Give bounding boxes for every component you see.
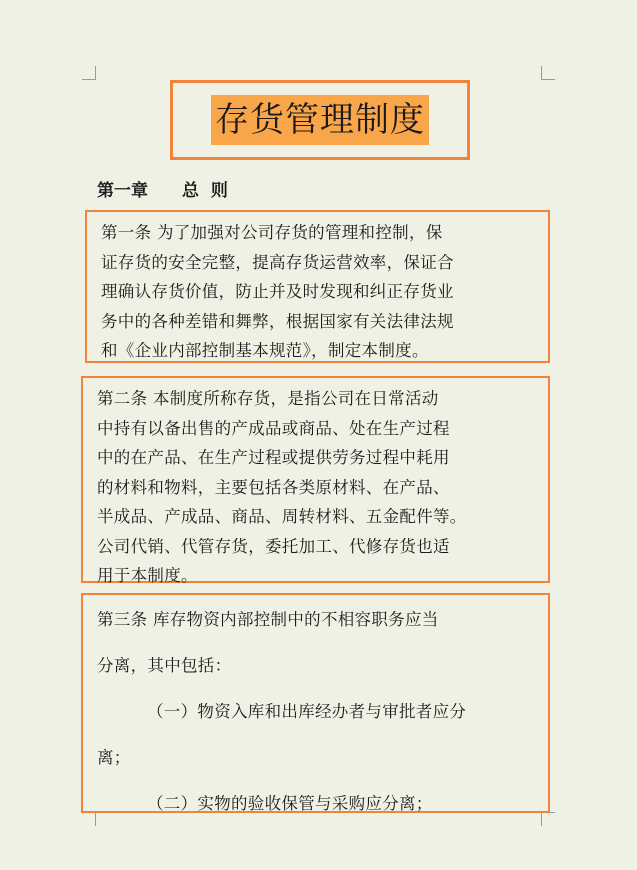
corner-mark-bottom-right xyxy=(541,812,555,826)
article-2-line: 第二条 本制度所称存货，是指公司在日常活动 xyxy=(97,389,439,408)
article-1-line: 第一条 为了加强对公司存货的管理和控制，保 xyxy=(101,223,443,242)
article-2-line: 半成品、产成品、商品、周转材料、五金配件等。 xyxy=(97,507,467,526)
corner-mark-bottom-left xyxy=(82,812,96,826)
title-box xyxy=(170,80,470,160)
article-1-line: 证存货的安全完整，提高存货运营效率，保证合 xyxy=(101,252,454,272)
article-3-item-1-cont: 离； xyxy=(97,748,131,767)
article-1-line: 务中的各种差错和舞弊，根据国家有关法律法规 xyxy=(101,311,454,331)
corner-mark-top-left xyxy=(82,66,96,80)
article-2-line: 中持有以备出售的产成品或商品、处在生产过程 xyxy=(97,418,450,438)
article-3-line: 第三条 库存物资内部控制中的不相容职务应当 xyxy=(97,610,439,629)
article-3-item-2: （二）实物的验收保管与采购应分离； xyxy=(147,794,433,813)
chapter-heading: 第一章 总 则 xyxy=(97,181,228,201)
article-1-line: 理确认存货价值，防止并及时发现和纠正存货业 xyxy=(101,282,454,301)
corner-mark-top-right xyxy=(541,66,555,80)
article-3-item-1: （一）物资入库和出库经办者与审批者应分 xyxy=(147,702,467,721)
article-3-box xyxy=(81,593,550,813)
document-title: 存货管理制度 xyxy=(211,95,429,145)
article-2-box xyxy=(81,376,550,583)
article-2-line: 用于本制度。 xyxy=(97,566,198,585)
article-3-line: 分离，其中包括： xyxy=(97,656,232,675)
article-1-line: 和《企业内部控制基本规范》，制定本制度。 xyxy=(101,341,429,360)
article-2-line: 公司代销、代管存货，委托加工、代修存货也适 xyxy=(97,536,450,556)
article-2-line: 的材料和物料，主要包括各类原材料、在产品、 xyxy=(97,477,450,497)
article-1-box xyxy=(85,210,550,363)
article-2-line: 中的在产品、在生产过程或提供劳务过程中耗用 xyxy=(97,448,450,467)
